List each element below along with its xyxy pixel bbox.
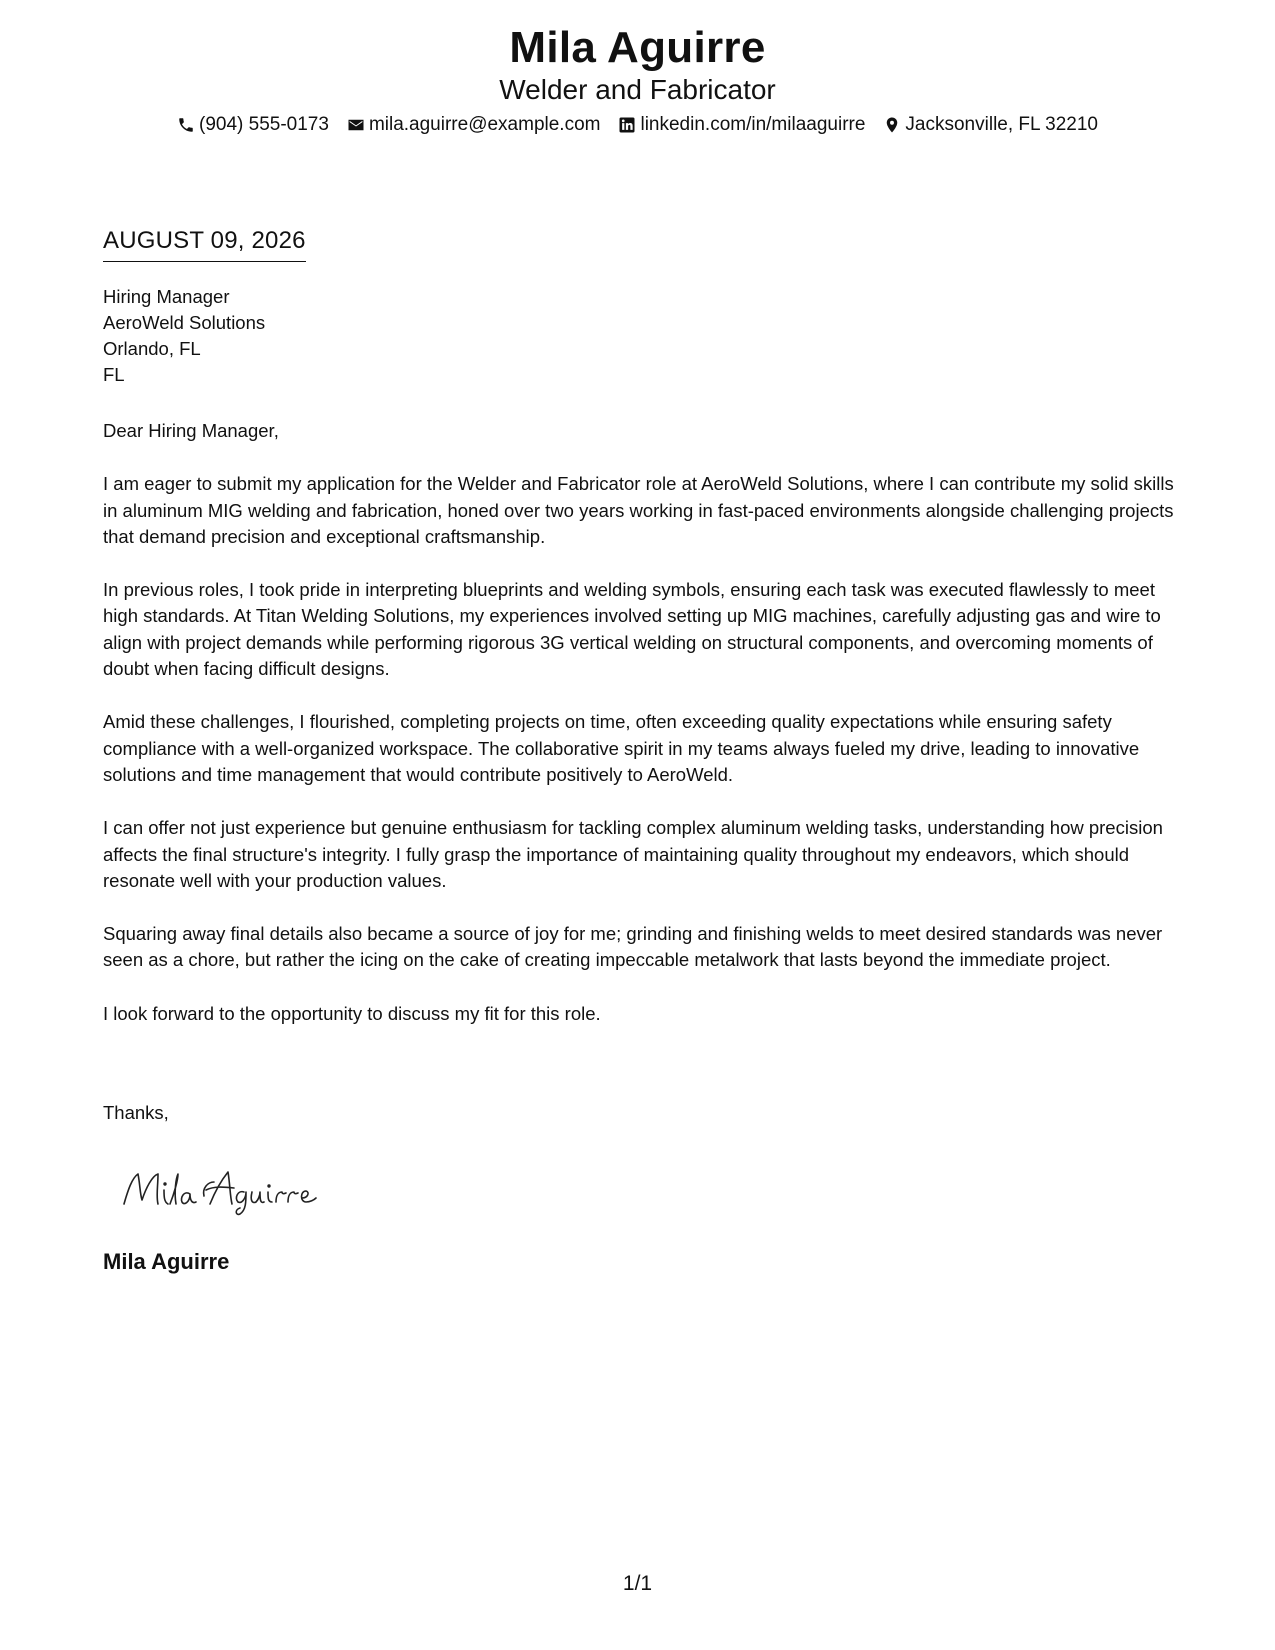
body-paragraph: Amid these challenges, I flourished, completing projects on time, often exceeding quality expectations while ensuring safety compliance with a well-organized workspace. The collaborative spirit in my teams always fueled my drive, leading to innovative solutions and time management that would contribute positively to AeroWeld.: [103, 711, 1140, 785]
contact-phone[interactable]: [177, 112, 329, 138]
linkedin-icon: [618, 116, 636, 134]
map-pin-icon: [883, 116, 901, 134]
handwritten-signature: [118, 1160, 358, 1216]
page-number: 1/1: [622, 1572, 653, 1595]
body-paragraph: I am eager to submit my application for the Welder and Fabricator role at AeroWeld Solutions, where I can contribute my solid skills in aluminum MIG welding and fabrication, honed over two years working in fast-paced environments alongside challenging projects that demand precision and exceptional craftsmanship.: [103, 473, 1174, 547]
phone-text: (904) 555-0173: [199, 114, 329, 135]
body-paragraph: Squaring away final details also became a source of joy for me; grinding and finishing welds to meet desired standards was never seen as a chore, but rather the icing on the cake of creating impeccable metalwork that lasts beyond the immediate project.: [103, 923, 1163, 971]
contact-bar: [0, 112, 1275, 138]
contact-email[interactable]: [347, 112, 601, 138]
contact-linkedin[interactable]: [618, 112, 865, 138]
signed-name: Mila Aguirre: [103, 1249, 230, 1274]
body-paragraph: In previous roles, I took pride in interpreting blueprints and welding symbols, ensuring each task was executed flawlessly to meet high standards. At Titan Welding Solutions, my experiences involved setting up MIG machines, carefully adjusting gas and wire to align with project demands while performing rigorous 3G vertical welding on structural components, and overcoming moments of doubt when facing difficult designs.: [103, 579, 1161, 680]
recipient-line: FL: [103, 364, 125, 385]
email-text: mila.aguirre@example.com: [368, 114, 601, 135]
body-paragraph: I look forward to the opportunity to discuss my fit for this role.: [103, 1002, 601, 1024]
linkedin-text: linkedin.com/in/milaaguirre: [640, 114, 866, 135]
letter-body: [103, 418, 1183, 1054]
recipient-block: [103, 284, 265, 388]
salutation: Dear Hiring Manager,: [103, 420, 279, 441]
applicant-name: Mila Aguirre: [509, 23, 766, 72]
recipient-line: Orlando, FL: [103, 338, 201, 359]
letter-date: AUGUST 09, 2026: [103, 225, 306, 262]
envelope-icon: [347, 116, 365, 134]
location-text: Jacksonville, FL 32210: [905, 114, 1098, 135]
phone-icon: [177, 116, 195, 134]
applicant-title: Welder and Fabricator: [499, 74, 776, 105]
contact-location: [883, 112, 1098, 138]
recipient-line: AeroWeld Solutions: [103, 312, 266, 333]
body-paragraph: I can offer not just experience but genuine enthusiasm for tackling complex aluminum welding tasks, understanding how precision affects the final structure's integrity. I fully grasp the importance of maintaining quality throughout my endeavors, which should resonate well with your production values.: [103, 817, 1163, 891]
recipient-line: Hiring Manager: [103, 286, 230, 307]
closing: Thanks,: [103, 1102, 169, 1123]
